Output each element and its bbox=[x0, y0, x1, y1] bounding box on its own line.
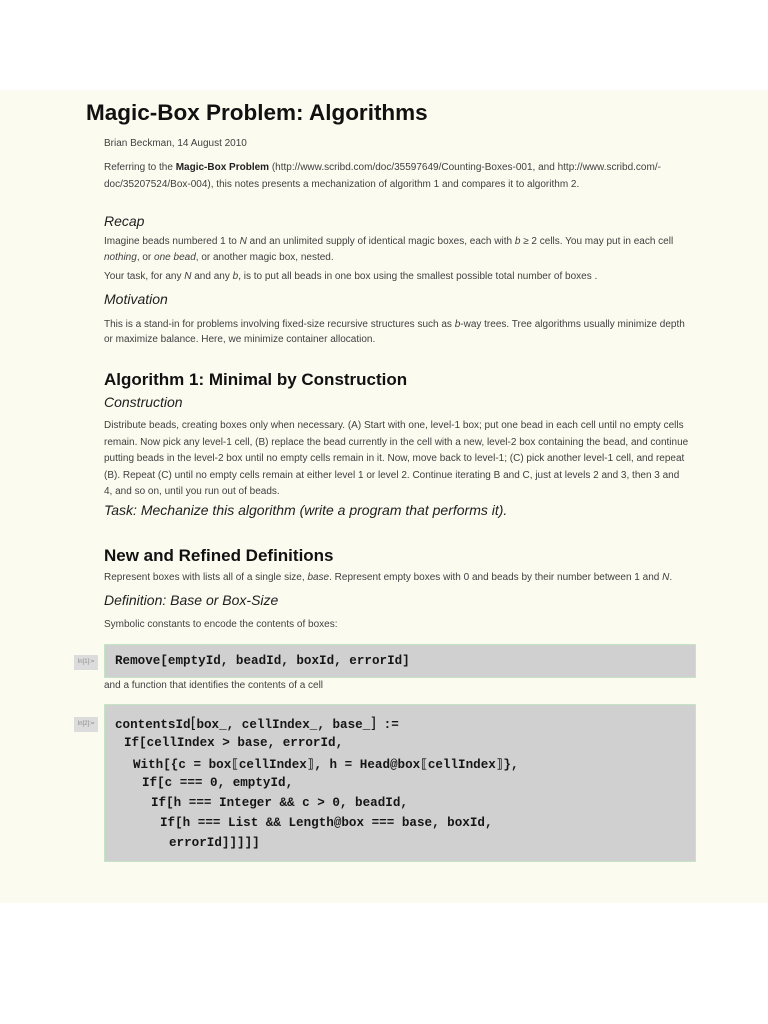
recap-text: , or another magic box, nested. bbox=[195, 252, 334, 263]
recap-text: and an unlimited supply of identical magic boxes, each with bbox=[246, 236, 515, 247]
definitions-text: . Represent empty boxes with 0 and beads by their number between 1 and bbox=[329, 572, 663, 583]
intro-line-2: doc/35207524/Box-004), this notes presents a mechanization of algorithm 1 and compares it to algorithm 2. bbox=[104, 179, 580, 190]
input-cell-1[interactable] bbox=[104, 644, 696, 678]
recap-line-1 bbox=[104, 234, 694, 250]
code-line-3: With[{c = box⟦cellIndex⟧, h = Head@box⟦cellIndex⟧}, bbox=[133, 758, 519, 772]
motivation-line-2: or maximize balance. Here, we minimize container allocation. bbox=[104, 334, 376, 345]
var-b: b bbox=[454, 319, 461, 330]
motivation-heading: Motivation bbox=[104, 291, 168, 307]
construction-line-5: 4, and so on, until you run out of beads. bbox=[104, 486, 280, 497]
var-n: N bbox=[239, 236, 247, 247]
input-cell-2[interactable] bbox=[104, 704, 696, 862]
construction-line-2: remain. Now pick any level-1 cell, (B) replace the bead currently in the cell with a new, level-2 box containing the bead, and continue bbox=[104, 437, 689, 448]
code-line-6: If[h === List && Length@box === base, boxId, bbox=[160, 816, 493, 830]
code-line-4: If[c === 0, emptyId, bbox=[142, 776, 294, 790]
motivation-line-1 bbox=[104, 317, 694, 333]
intro-text: Referring to the bbox=[104, 162, 176, 173]
code-line-2: If[cellIndex > base, errorId, bbox=[124, 736, 344, 750]
definitions-text: Represent boxes with lists all of a single size, bbox=[104, 572, 308, 583]
definition-base-heading: Definition: Base or Box-Size bbox=[104, 592, 279, 608]
definitions-line-1 bbox=[104, 570, 694, 586]
code-function-name: contentsId bbox=[115, 718, 191, 732]
input-label-2[interactable]: In[2]:= bbox=[74, 717, 98, 732]
document-page bbox=[0, 90, 768, 903]
var-b: b bbox=[232, 271, 239, 282]
recap-text: , is to put all beads in one box using the smallest possible total number of boxes . bbox=[238, 271, 598, 282]
code-args: box_, cellIndex_, base_ bbox=[196, 718, 371, 732]
recap-text: , or bbox=[136, 252, 155, 263]
definitions-heading: New and Refined Definitions bbox=[104, 546, 334, 565]
recap-nothing: nothing bbox=[104, 252, 137, 263]
var-n: N bbox=[184, 271, 192, 282]
motivation-text: This is a stand-in for problems involving fixed-size recursive structures such as bbox=[104, 319, 455, 330]
code-line-7: errorId]]]]] bbox=[169, 836, 260, 850]
algorithm-1-heading: Algorithm 1: Minimal by Construction bbox=[104, 370, 408, 389]
recap-text: Imagine beads numbered 1 to bbox=[104, 236, 240, 247]
code-remove: Remove[emptyId, beadId, boxId, errorId] bbox=[115, 654, 410, 668]
recap-one-bead: one bead bbox=[154, 252, 196, 263]
recap-heading: Recap bbox=[104, 213, 145, 229]
recap-text: and any bbox=[191, 271, 233, 282]
definitions-text: . bbox=[669, 572, 673, 583]
recap-text: Your task, for any bbox=[104, 271, 185, 282]
construction-heading: Construction bbox=[104, 394, 183, 410]
code-bracket: [ bbox=[190, 714, 197, 732]
code-line-5: If[h === Integer && c > 0, beadId, bbox=[151, 796, 408, 810]
code-line-1 bbox=[115, 714, 399, 732]
construction-line-4: (B). Repeat (C) until no empty cells remain at either level 1 or level 2. Continue iterating B and C, just at levels 2 and 3, then 3 and bbox=[104, 470, 680, 481]
construction-line-3: putting beads in the level-2 box until no empty cells remain in it. Now, move back to level-1; (C) pick another level-1 cell, and repeat bbox=[104, 453, 685, 464]
code-bracket: ] bbox=[370, 714, 377, 732]
task-statement: Task: Mechanize this algorithm (write a program that performs it). bbox=[104, 502, 508, 518]
var-n: N bbox=[662, 572, 670, 583]
symbolic-constants-text: Symbolic constants to encode the contents of boxes: bbox=[104, 619, 338, 630]
recap-line-3 bbox=[104, 269, 694, 285]
magic-box-problem-ref: Magic-Box Problem bbox=[175, 162, 270, 173]
intro-line-1 bbox=[104, 160, 694, 176]
document-title: Magic-Box Problem: Algorithms bbox=[86, 100, 428, 125]
between-cells-text: and a function that identifies the contents of a cell bbox=[104, 680, 324, 691]
intro-urls: (http://www.scribd.com/doc/35597649/Counting-Boxes-001, and http://www.scribd.com/- bbox=[269, 162, 661, 173]
motivation-text: -way trees. Tree algorithms usually minimize depth bbox=[460, 319, 685, 330]
construction-line-1: Distribute beads, creating boxes only when necessary. (A) Start with one, level-1 box; put one bead in each cell until no empty cells bbox=[104, 420, 684, 431]
var-b: b bbox=[514, 236, 521, 247]
code-assign: := bbox=[376, 718, 399, 732]
recap-line-2 bbox=[104, 250, 694, 266]
var-base: base bbox=[307, 572, 330, 583]
byline: Brian Beckman, 14 August 2010 bbox=[104, 138, 247, 149]
recap-text: ≥ 2 cells. You may put in each cell bbox=[520, 236, 674, 247]
input-label-1[interactable]: In[1]:= bbox=[74, 655, 98, 670]
